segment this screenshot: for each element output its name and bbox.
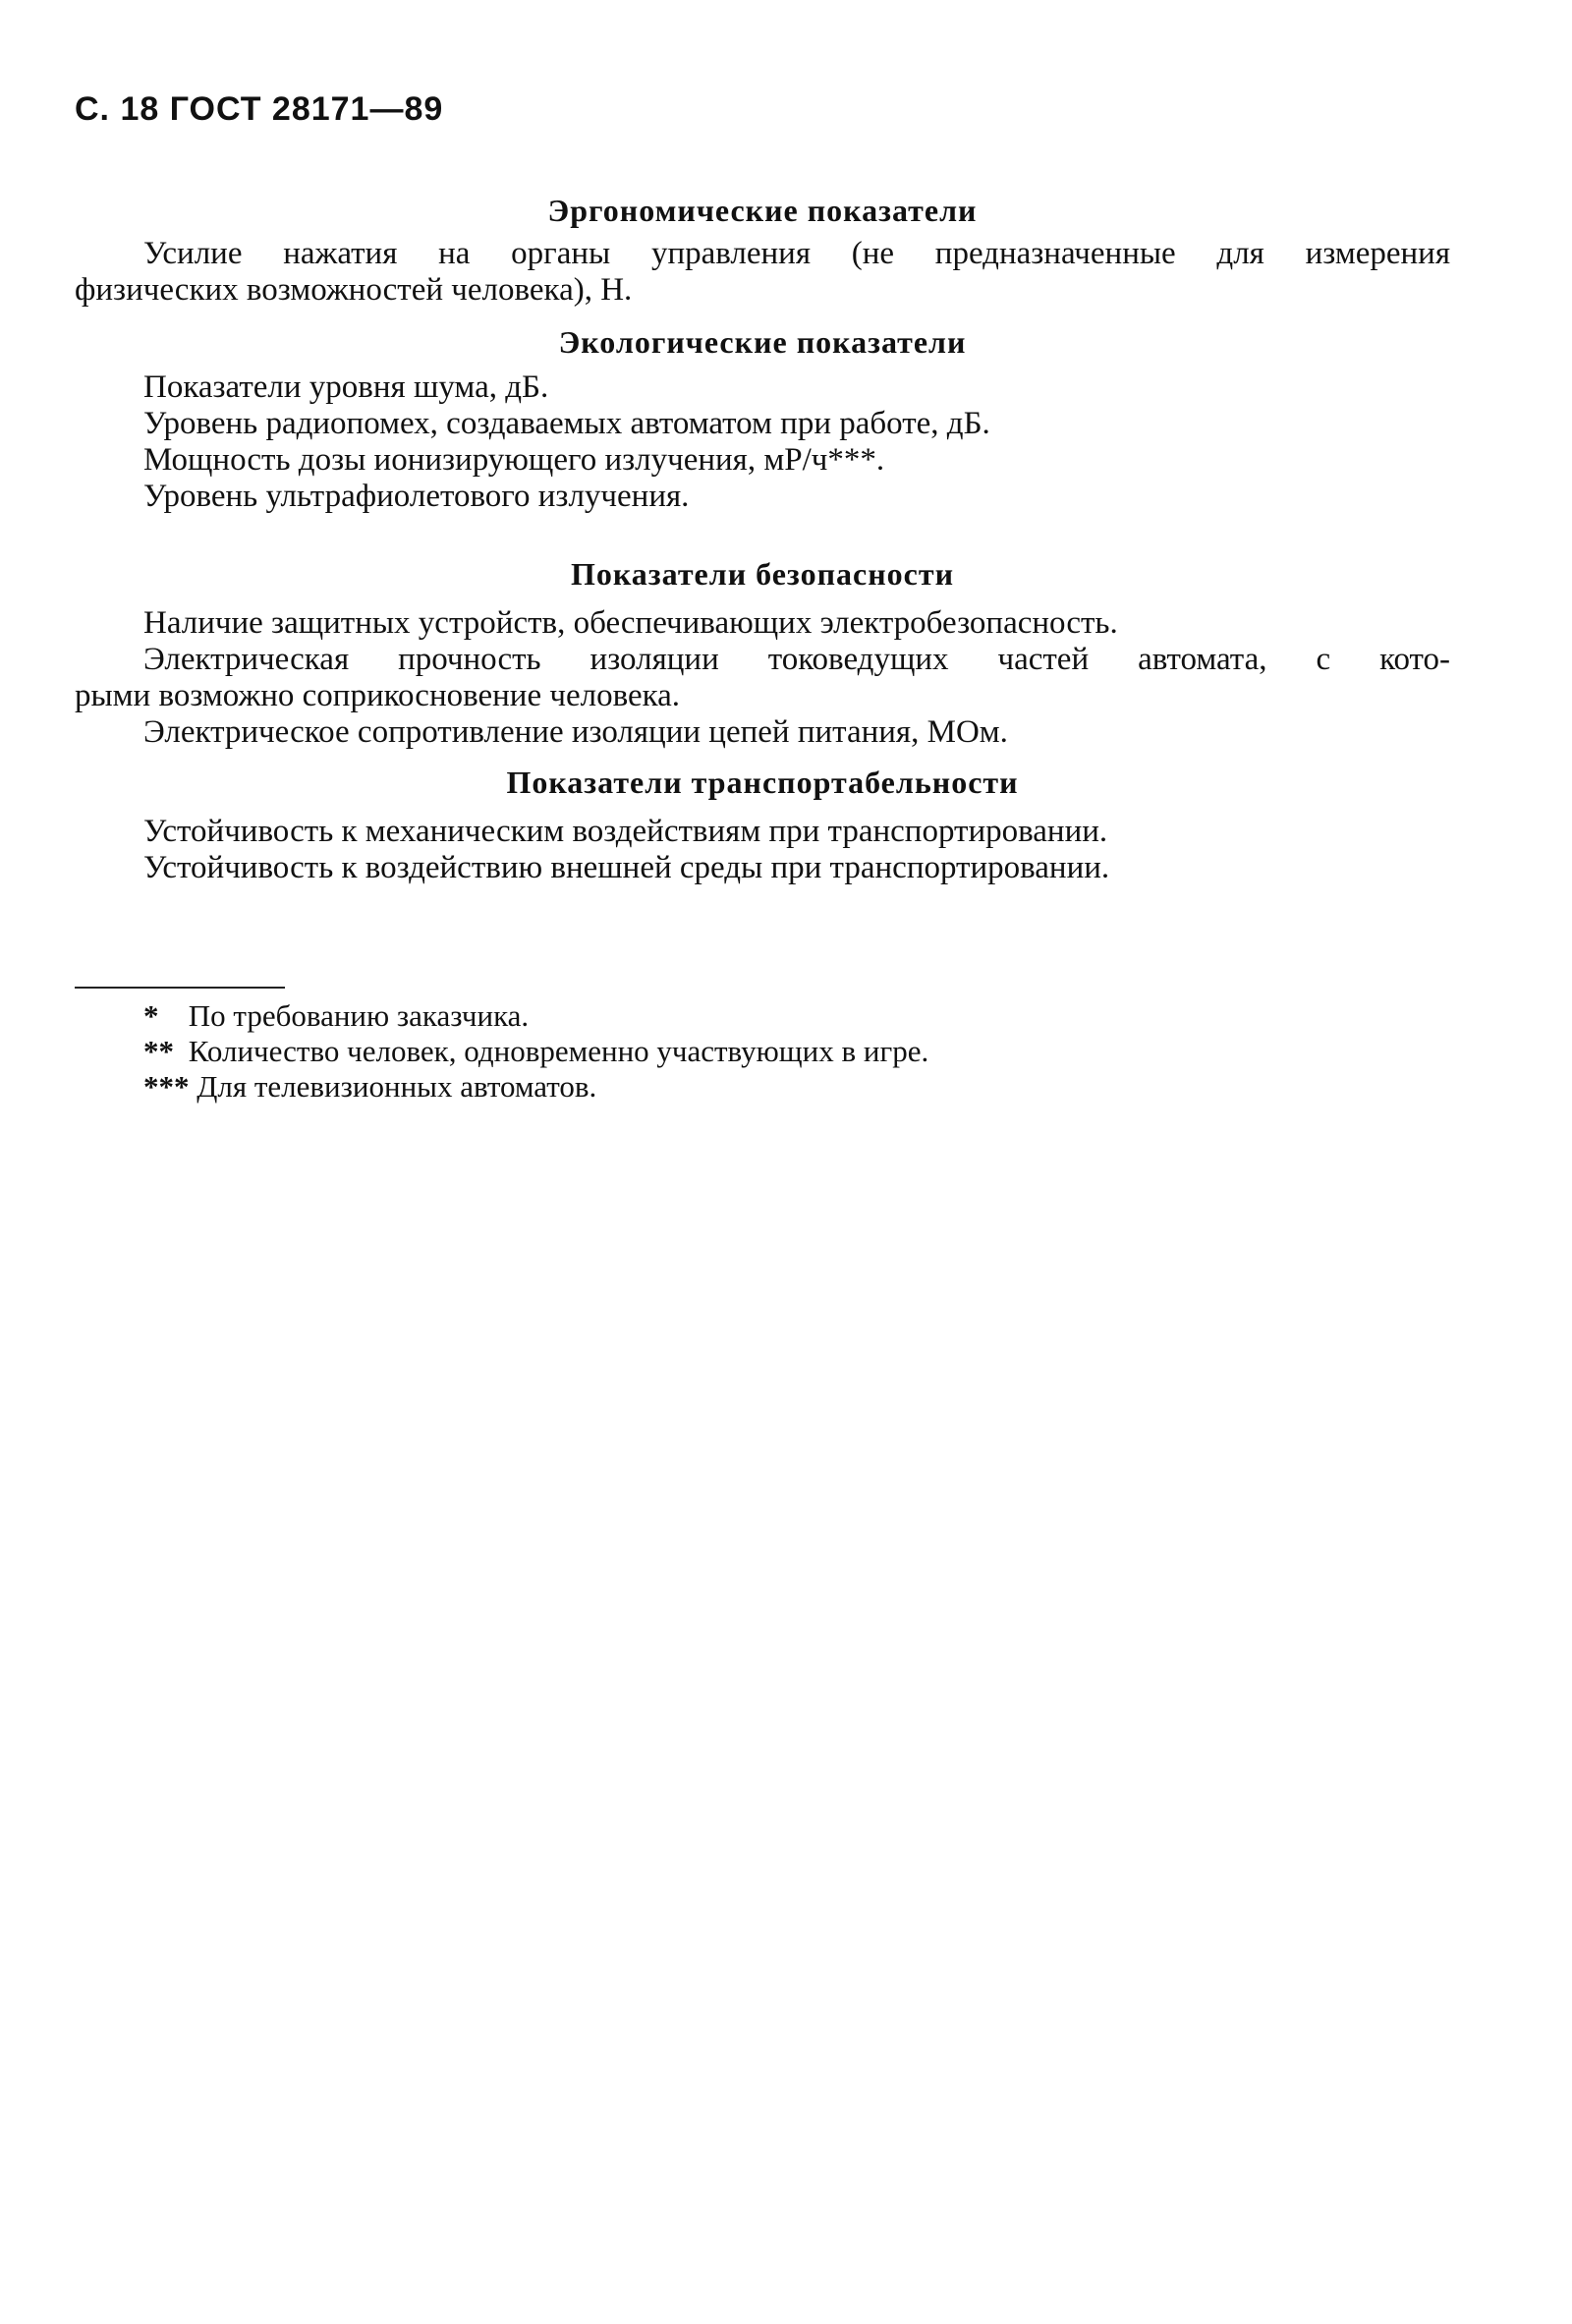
safety-item: Электрическое сопротивление изоляции цепей питания, МОм. [143, 714, 1008, 750]
footnote [143, 998, 1322, 1034]
transportability-item: Устойчивость к механическим воздействиям при транспортировании. [143, 814, 1108, 849]
footnote-mark: ** [143, 1034, 174, 1068]
section-heading-safety: Показатели безопасности [570, 556, 955, 592]
section-heading-ecological: Экологические показатели [558, 324, 967, 360]
ecological-item: Показатели уровня шума, дБ. [143, 369, 549, 405]
footnote-mark: * [143, 998, 159, 1033]
ergonomic-paragraph-line1: Усилие нажатия на органы управления (не предназначенные для измерения [143, 236, 1450, 271]
transportability-item: Устойчивость к воздействию внешней среды при транспортировании. [143, 850, 1110, 885]
footnote-text: Для телевизионных автоматов. [196, 1069, 597, 1104]
safety-item-line2: рыми возможно соприкосновение человека. [75, 678, 681, 713]
ecological-item: Мощность дозы ионизирующего излучения, мР/ч***. [143, 442, 885, 478]
footnote-rule [75, 987, 285, 989]
footnote-text: По требованию заказчика. [188, 998, 530, 1033]
document-body [75, 193, 1450, 886]
running-head: С. 18 ГОСТ 28171—89 [75, 90, 444, 128]
footnote [143, 1034, 1322, 1069]
safety-item-line1: Электрическая прочность изоляции токоведущих частей автомата, с кото- [143, 642, 1450, 677]
ecological-item: Уровень радиопомех, создаваемых автоматом при работе, дБ. [143, 406, 990, 441]
footnote-text: Количество человек, одновременно участвующих в игре. [188, 1034, 929, 1068]
footnote [143, 1069, 1322, 1105]
ergonomic-paragraph-line2: физических возможностей человека), Н. [75, 272, 633, 308]
ecological-item: Уровень ультрафиолетового излучения. [143, 479, 690, 514]
footnotes [143, 998, 1322, 1105]
section-heading-ergonomic: Эргономические показатели [547, 193, 978, 228]
footnote-mark: *** [143, 1069, 190, 1104]
safety-item: Наличие защитных устройств, обеспечивающих электробезопасность. [143, 605, 1118, 641]
section-heading-transportability: Показатели транспортабельности [506, 765, 1019, 800]
